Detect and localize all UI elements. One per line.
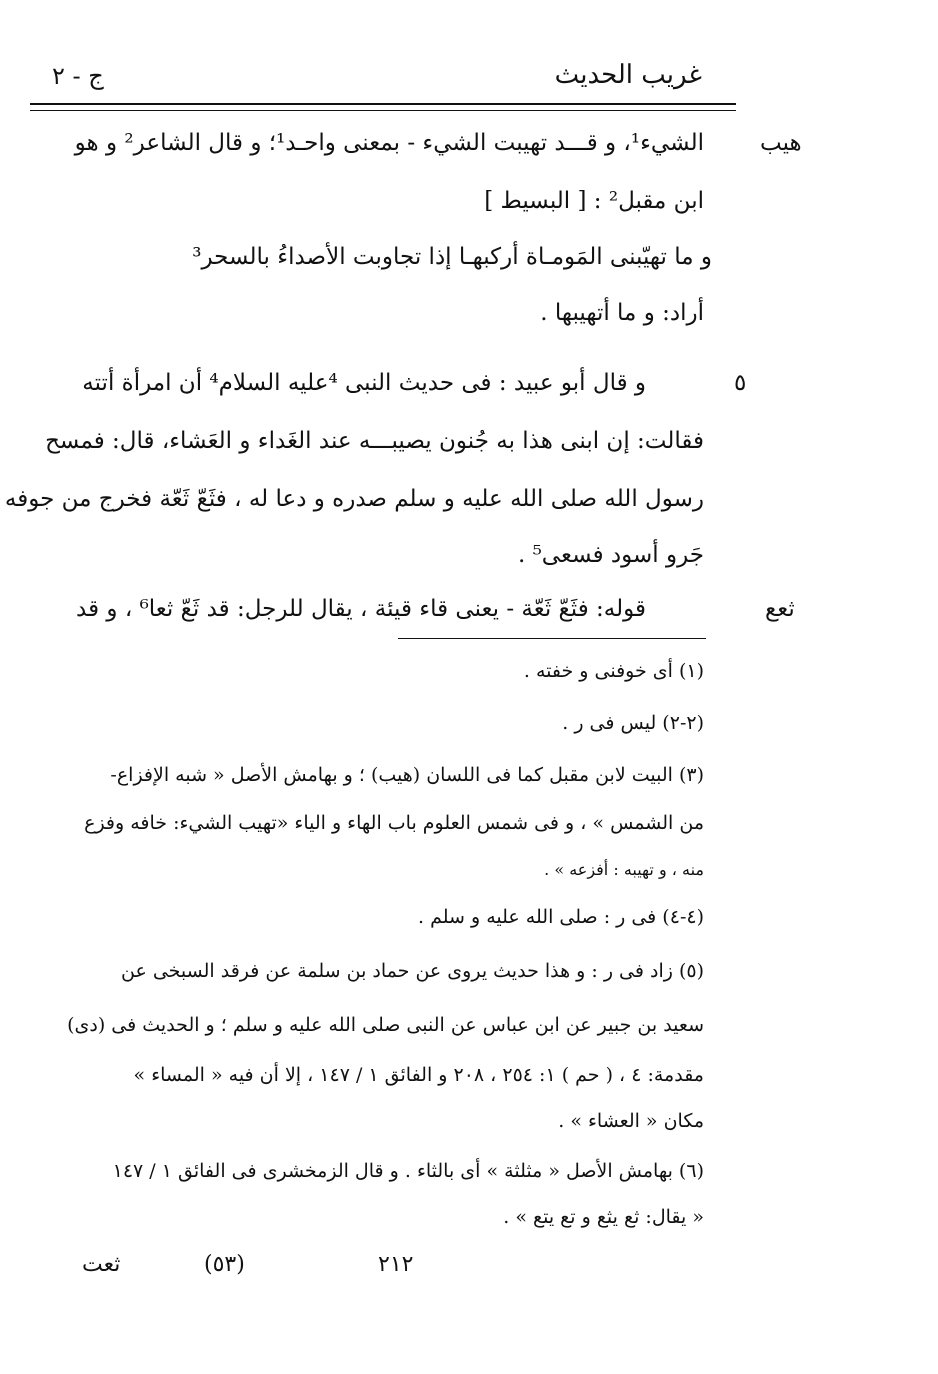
footnote: (٣) البيت لابن مقبل كما فى اللسان (هيب) ؛ و بهامش الأصل « شبه الإفزاع- — [110, 764, 704, 786]
margin-line-number: ٥ — [734, 370, 747, 396]
body-line: الشيء¹، و قـــد تهيبت الشيء - بمعنى واحـد¹؛ و قال الشاعر² و هو — [74, 130, 704, 156]
body-line: فقالت: إن ابنى هذا به جُنون يصيبـــه عند الغَداء و العَشاء، قال: فمسح — [45, 428, 704, 454]
page-number: ٢١٢ — [378, 1252, 414, 1277]
running-title: غريب الحديث — [554, 60, 702, 90]
body-line: أراد: و ما أتهيبها . — [540, 300, 704, 326]
footnote: (٥) زاد فى ر : و هذا حديث يروى عن حماد بن سلمة عن فرقد السبخى عن — [120, 960, 704, 982]
volume-number: ج - ٢ — [52, 62, 104, 90]
body-line: و قال أبو عبيد : فى حديث النبى ⁴عليه السلام⁴ أن امرأة أتته — [82, 370, 646, 396]
signature-mark: (٥٣) — [204, 1252, 245, 1277]
footnote: مكان « العشاء » . — [558, 1110, 704, 1132]
body-line: ابن مقبل² : [ البسيط ] — [484, 188, 704, 214]
footnote: سعيد بن جبير عن ابن عباس عن النبى صلى الله عليه و سلم ؛ و الحديث فى (دى) — [67, 1014, 704, 1036]
footnote: منه ، و تهيبه : أفزعه » . — [544, 860, 704, 879]
footnote: مقدمة: ٤ ، ( حم ) ١: ٢٥٤ ، ٢٠٨ و الفائق ١ / ١٤٧ ، إلا أن فيه « المساء » — [133, 1064, 704, 1086]
header-rule — [30, 103, 736, 105]
footnote: (٦) بهامش الأصل « مثلثة » أى بالثاء . و قال الزمخشرى فى الفائق ١ / ١٤٧ — [112, 1160, 704, 1182]
verse-line: و ما تهيّبنى المَومـاة أركبهـا إذا تجاوبت الأصداءُ بالسحر³ — [192, 244, 712, 270]
body-line: رسول الله صلى الله عليه و سلم صدره و دعا له ، فثَعّ ثَعّة فخرج من جوفه — [4, 486, 704, 512]
margin-entry-thaa: ثعع — [765, 596, 795, 622]
footnote: « يقال: ثع يثع و تع يتع » . — [503, 1206, 704, 1228]
body-line: جَرو أسود فسعى⁵ . — [517, 542, 704, 568]
footnote: (٢-٢) ليس فى ر . — [562, 712, 704, 734]
footnote: (٤-٤) فى ر : صلى الله عليه و سلم . — [418, 906, 704, 928]
body-line: قوله: فثَعّ ثَعّة - يعنى قاء قيئة ، يقال للرجل: قد ثَعّ ثعا⁶ ، و قد — [76, 596, 646, 622]
header-rule-thin — [30, 110, 736, 111]
catchword: ثعت — [82, 1252, 121, 1277]
margin-entry-hayb: هيب — [760, 130, 802, 156]
footnote: من الشمس » ، و فى شمس العلوم باب الهاء و الياء «تهيب الشيء: خافه وفزع — [84, 812, 704, 834]
footnote: (١) أى خوفنى و خفته . — [523, 660, 704, 682]
footnote-separator — [398, 638, 706, 639]
